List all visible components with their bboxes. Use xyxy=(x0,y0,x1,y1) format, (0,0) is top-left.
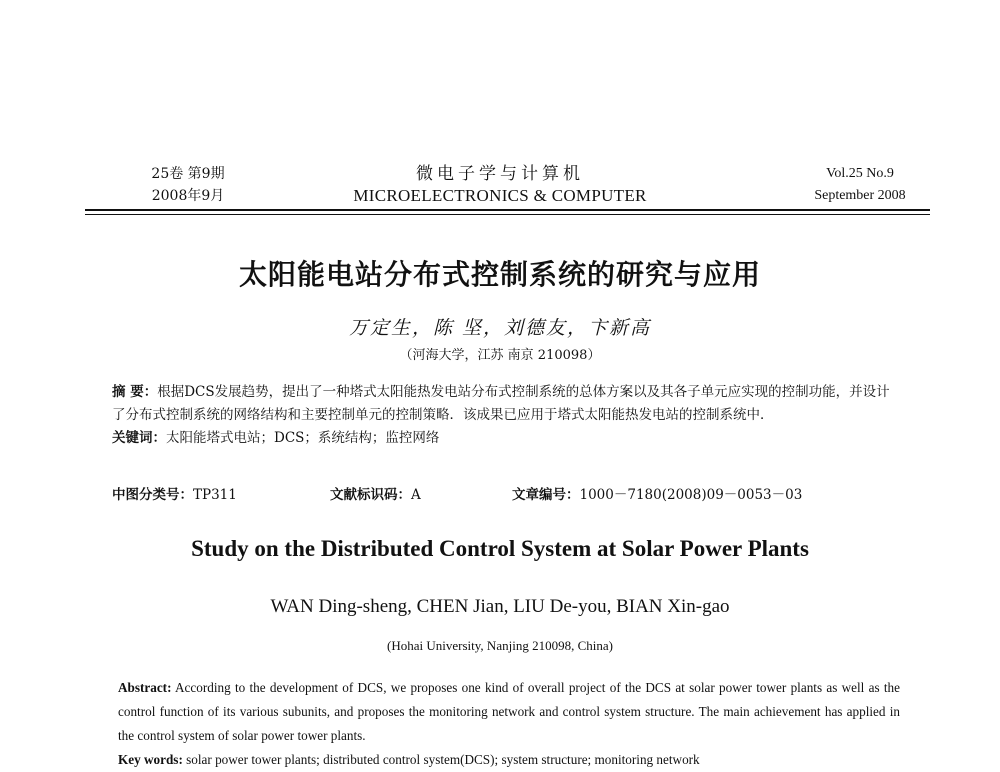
keywords-cn-label: 关键词： xyxy=(112,430,166,446)
abstract-cn-label: 摘 要： xyxy=(112,384,158,400)
keywords-en-text: solar power tower plants; distributed control system(DCS); system structure; monitoring network xyxy=(182,752,700,767)
authors-en: WAN Ding-sheng, CHEN Jian, LIU De-you, BIAN Xin-gao xyxy=(270,596,730,617)
volume-en: Vol.25 No.9 xyxy=(826,166,894,181)
clc-number xyxy=(112,483,237,503)
article-label: 文章编号： xyxy=(512,487,580,503)
doc-label: 文献标识码： xyxy=(330,487,411,503)
abstract-cn-paragraph xyxy=(112,381,902,427)
article-value: 1000－7180(2008)09－0053－03 xyxy=(579,487,803,503)
abstract-cn xyxy=(112,381,902,450)
clc-value: TP311 xyxy=(193,487,237,503)
affiliation-en: (Hohai University, Nanjing 210098, China) xyxy=(387,638,613,653)
journal-name xyxy=(300,163,700,207)
authors-cn: 万定生，陈 坚，刘德友，卞新高 xyxy=(348,317,652,339)
keywords-cn xyxy=(112,427,902,450)
doc-value: A xyxy=(411,487,421,503)
volume-cn: 25卷 第9期 xyxy=(151,166,225,182)
article-number xyxy=(512,483,802,503)
abstract-en-label: Abstract: xyxy=(118,680,172,695)
header-rule-thick xyxy=(85,209,930,211)
affiliation-cn: （河海大学，江苏 南京 210098） xyxy=(399,348,601,363)
keywords-en xyxy=(118,748,900,772)
abstract-en xyxy=(118,676,900,748)
paper-title-en: Study on the Distributed Control System at Solar Power Plants xyxy=(191,536,809,561)
keywords-cn-text: 太阳能塔式电站；DCS；系统结构；监控网络 xyxy=(166,430,440,446)
clc-label: 中图分类号： xyxy=(112,487,193,503)
abstract-cn-text: 根据DCS发展趋势，提出了一种塔式太阳能热发电站分布式控制系统的总体方案以及其各子单元应实现的控制功能，并设计了分布式控制系统的网络结构和主要控制单元的控制策略．该成果已应用于塔式太阳能热发电站的控制系统中． xyxy=(112,384,890,423)
header-rule-thin xyxy=(85,214,930,215)
journal-issue-cn xyxy=(98,163,278,207)
date-cn: 2008年9月 xyxy=(151,188,225,204)
journal-issue-en xyxy=(790,163,930,207)
paper-title-cn: 太阳能电站分布式控制系统的研究与应用 xyxy=(238,258,761,291)
journal-name-cn: 微电子学与计算机 xyxy=(416,164,584,184)
document-code xyxy=(330,483,421,503)
date-en: September 2008 xyxy=(814,188,906,203)
keywords-en-label: Key words: xyxy=(118,752,183,767)
abstract-en-text: According to the development of DCS, we proposes one kind of overall project of the DCS at solar power tower plants as well as the control function of its various subunits, and proposes the monitoring network and control system structure. The main achievement has applied in the control system of solar power tower plants. xyxy=(118,680,900,743)
journal-name-en: MICROELECTRONICS & COMPUTER xyxy=(353,186,647,205)
